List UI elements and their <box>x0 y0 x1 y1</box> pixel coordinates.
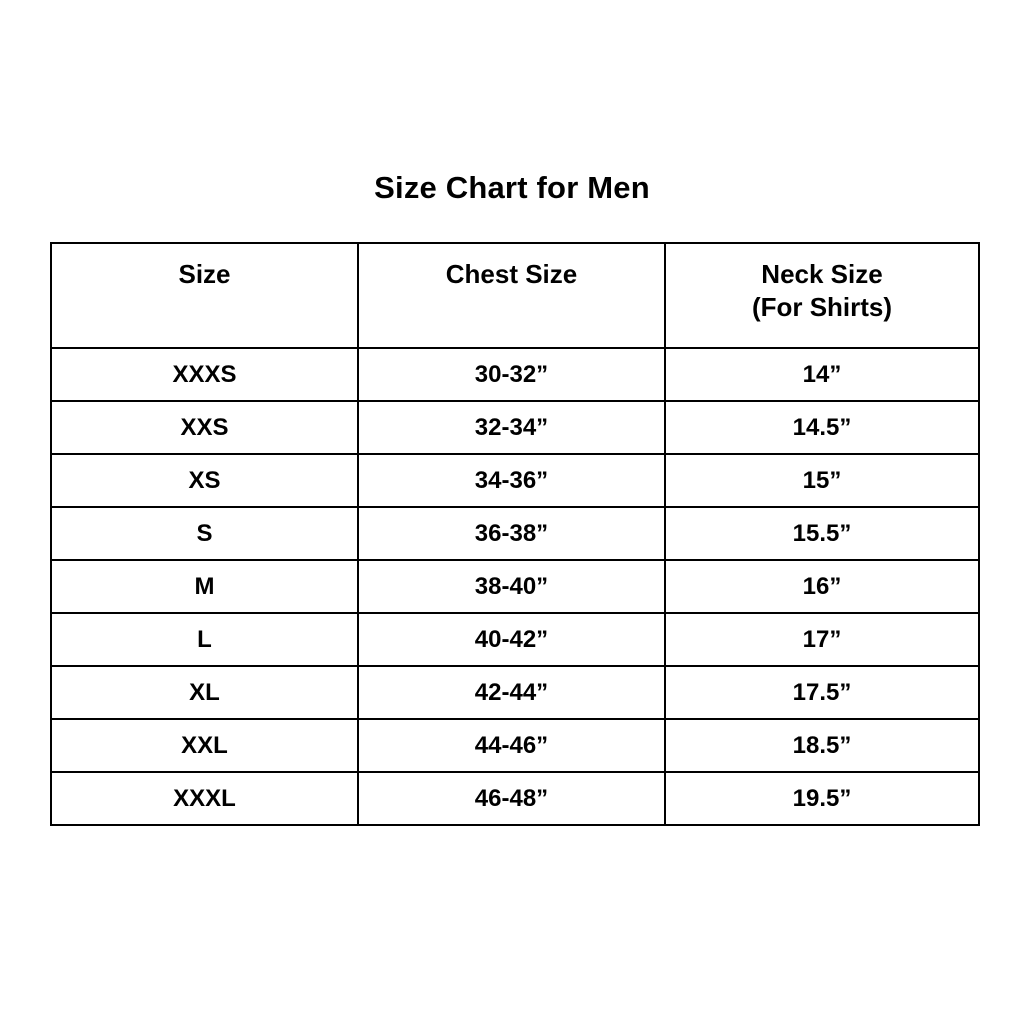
table-row <box>51 772 979 825</box>
column-header-chest-size <box>358 243 665 348</box>
table-cell: 19.5” <box>665 772 979 825</box>
table-row <box>51 666 979 719</box>
page-title: Size Chart for Men <box>374 170 650 205</box>
table-row <box>51 348 979 401</box>
table-cell: 15.5” <box>665 507 979 560</box>
table-cell: 16” <box>665 560 979 613</box>
table-cell: 17.5” <box>665 666 979 719</box>
table-cell: XXXS <box>51 348 358 401</box>
column-header-label: Chest Size <box>445 259 578 289</box>
table-cell: S <box>51 507 358 560</box>
table-cell: XXS <box>51 401 358 454</box>
table-cell: XL <box>51 666 358 719</box>
table-cell: L <box>51 613 358 666</box>
size-chart-table <box>50 242 980 826</box>
table-cell: 18.5” <box>665 719 979 772</box>
table-cell: XS <box>51 454 358 507</box>
table-cell: 40-42” <box>358 613 665 666</box>
table-cell: 30-32” <box>358 348 665 401</box>
table-cell: 14.5” <box>665 401 979 454</box>
table-cell: 17” <box>665 613 979 666</box>
table-cell: 42-44” <box>358 666 665 719</box>
table-cell: M <box>51 560 358 613</box>
table-row <box>51 507 979 560</box>
table-row <box>51 719 979 772</box>
table-cell: 14” <box>665 348 979 401</box>
table-cell: XXL <box>51 719 358 772</box>
table-row <box>51 454 979 507</box>
table-header-row <box>51 243 979 348</box>
table-cell: 44-46” <box>358 719 665 772</box>
table-cell: 46-48” <box>358 772 665 825</box>
table-row <box>51 401 979 454</box>
column-header-sublabel: (For Shirts) <box>751 291 893 322</box>
column-header-label: Size <box>178 259 231 289</box>
column-header-size <box>51 243 358 348</box>
table-cell: 38-40” <box>358 560 665 613</box>
table-cell: XXXL <box>51 772 358 825</box>
column-header-neck-size <box>665 243 979 348</box>
table-header <box>51 243 979 348</box>
table-row <box>51 560 979 613</box>
table-cell: 36-38” <box>358 507 665 560</box>
table-row <box>51 613 979 666</box>
table-cell: 32-34” <box>358 401 665 454</box>
table-cell: 15” <box>665 454 979 507</box>
column-header-label: Neck Size <box>761 259 883 289</box>
table-cell: 34-36” <box>358 454 665 507</box>
table-body <box>51 348 979 825</box>
